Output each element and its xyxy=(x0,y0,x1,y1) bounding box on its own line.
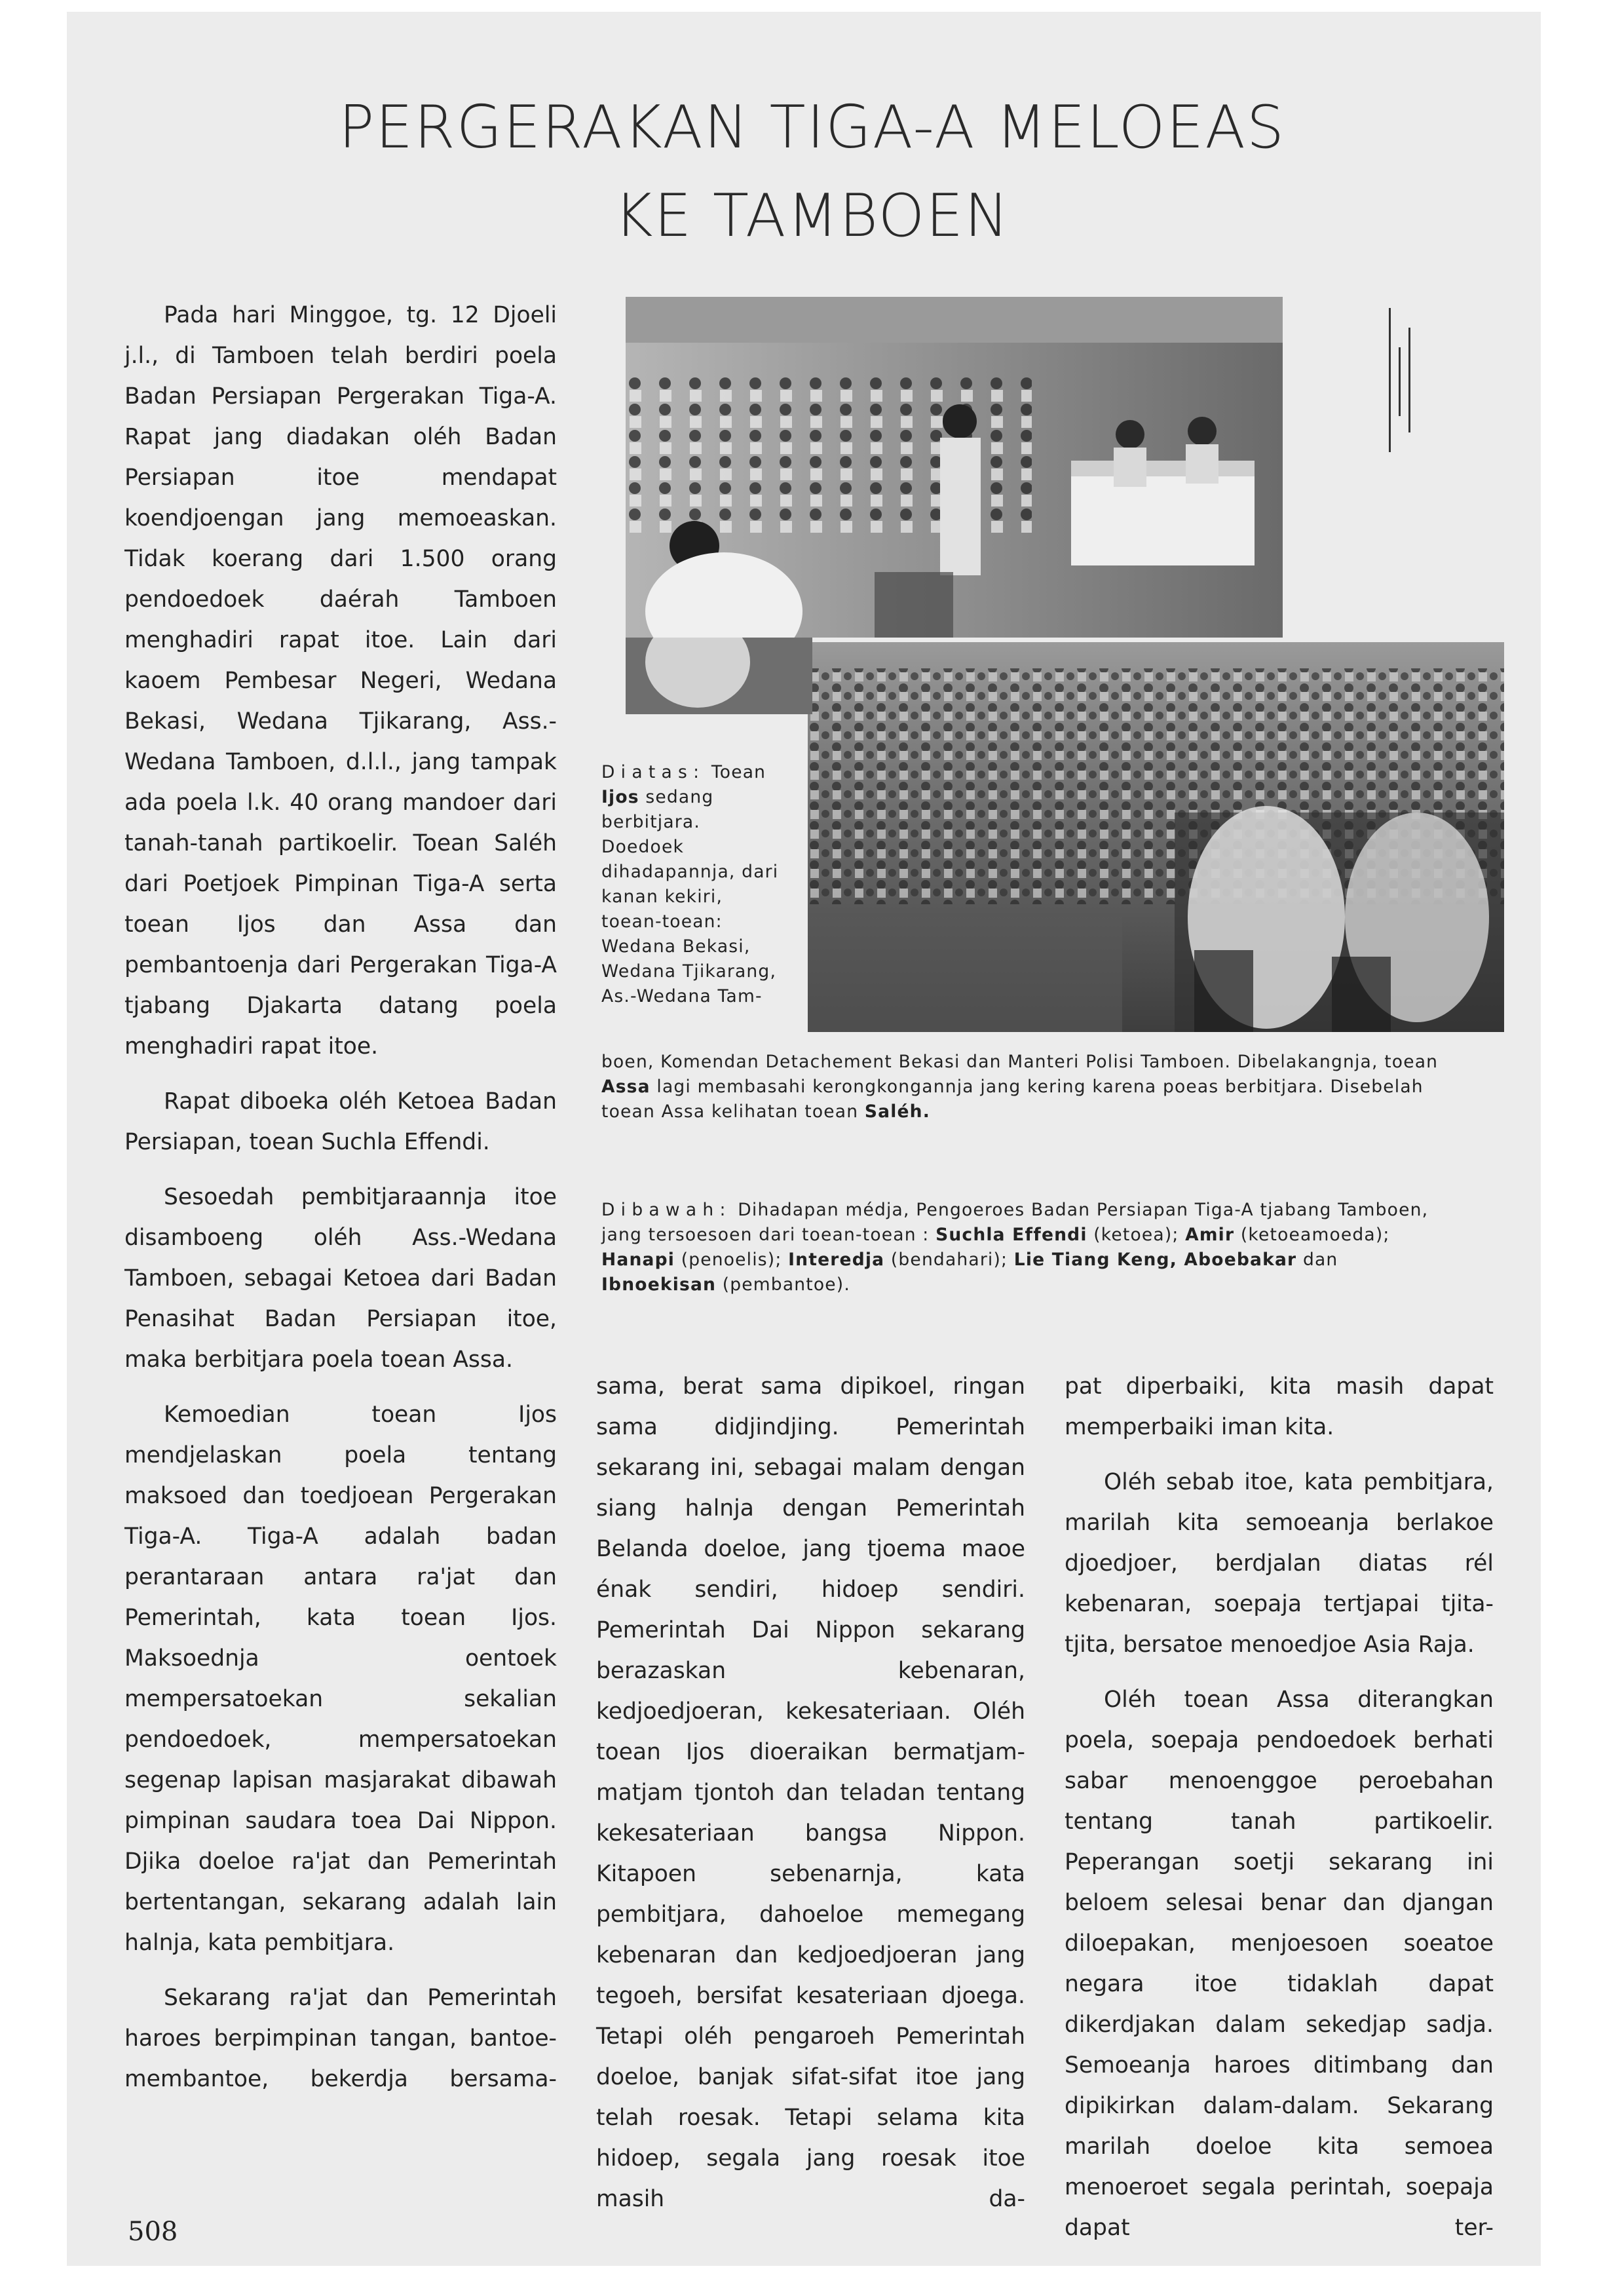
speaker-photo xyxy=(626,297,1283,638)
caption-name: Lie Tiang Keng, Aboebakar xyxy=(1013,1250,1297,1270)
article-column-right xyxy=(1065,1366,1494,2248)
caption-name: Interedja xyxy=(788,1250,885,1270)
vertical-rule-mark xyxy=(1408,328,1410,432)
caption-name: Ijos xyxy=(601,787,639,807)
paragraph: Pada hari Minggoe, tg. 12 Djoeli j.l., di Tamboen telah berdiri poela Badan Persiapan Pergerakan Tiga-A. Rapat jang diadakan oléh Badan Persiapan itoe mendapat koendjoengan jang memoeaskan. Tidak koerang dari 1.500 orang pendoedoek daérah Tamboen menghadiri rapat itoe. Lain dari kaoem Pembesar Negeri, Wedana Bekasi, Wedana Tjikarang, Ass.-Wedana Tamboen, d.l.l., jang tampak ada poela l.k. 40 orang mandoer dari tanah-tanah partikoelir. Toean Saléh dari Poetjoek Pimpinan Tiga-A serta toean Ijos dan Assa dan pembantoenja dari Pergerakan Tiga-A tjabang Djakarta datang poela menghadiri rapat itoe. xyxy=(124,302,557,1060)
caption-name: Hanapi xyxy=(601,1250,675,1270)
paragraph: pat diperbaiki, kita masih dapat memperbaiki iman kita. xyxy=(1065,1373,1494,1440)
article-title-line-2: KE TAMBOEN xyxy=(614,182,1010,250)
paragraph: Oléh toean Assa diterangkan poela, soepaja pendoedoek berhati sabar menoenggoe peroebahan tentang tanah partikoelir. Peperangan soetji sekarang ini beloem selesai benar dan djangan diloepakan, menjoesoen soeatoe negara itoe tidaklah dapat dikerdjakan dalam sekedjap sadja. Semoeanja haroes ditimbang dan dipikirkan dalam-dalam. Sekarang marilah doeloe kita semoea menoeroet segala perintah, soepaja dapat ter- xyxy=(1065,1687,1494,2241)
caption-name: Suchla Effendi xyxy=(935,1225,1087,1245)
vertical-rule-mark xyxy=(1389,308,1391,452)
article-title-line-1: PERGERAKAN TIGA-A MELOEAS xyxy=(338,93,1286,162)
caption-lead: Dibawah: xyxy=(601,1200,732,1220)
caption-name: Ibnoekisan xyxy=(601,1274,717,1295)
page-number: 508 xyxy=(128,2217,178,2247)
caption-name: Amir xyxy=(1185,1225,1235,1245)
paragraph: Oléh sebab itoe, kata pembitjara, marilah kita semoeanja berlakoe djoedjoer, berdjalan diatas rél kebenaran, soepaja tertjapai tjita-tjita, bersatoe menoedjoe Asia Raja. xyxy=(1065,1469,1494,1658)
speaker-photo-lower-extension xyxy=(626,636,812,714)
paragraph: Rapat diboeka oléh Ketoea Badan Persiapan, toean Suchla Effendi. xyxy=(124,1088,557,1155)
vertical-rule-mark xyxy=(1399,347,1401,416)
caption-name: Assa xyxy=(601,1077,651,1097)
photo-caption-top: Diatas: Toean Ijos sedang berbitjara. Doedoek dihadapannja, dari kanan kekiri, toean-toean: Wedana Bekasi, Wedana Tjikarang, As.-Wedana Tam- xyxy=(601,762,779,1006)
caption-lead: Diatas: xyxy=(601,762,706,782)
photo-caption-bottom: Dibawah: Dihadapan médja, Pengoeroes Badan Persiapan Tiga-A tjabang Tamboen, jang tersoesoen dari toean-toean : Suchla Effendi (ketoea); Amir (ketoeamoeda); Hanapi (penoelis); Interedja (bendahari); Lie Tiang Keng, Aboebakar dan Ibnoekisan (pembantoe). xyxy=(601,1200,1429,1295)
caption-name: Saléh. xyxy=(864,1101,931,1122)
photo-caption-top-continued: boen, Komendan Detachement Bekasi dan Manteri Polisi Tamboen. Dibelakangnja, toean Assa lagi membasahi kerongkongannja jang kering karena poeas berbitjara. Disebelah toean Assa kelihatan toean Saléh. xyxy=(601,1052,1439,1122)
paragraph: Sekarang ra'jat dan Pemerintah haroes berpimpinan tangan, bantoe-membantoe, bekerdja bersama- xyxy=(124,1985,557,2092)
article-column-middle xyxy=(596,1366,1025,2219)
paragraph: Sesoedah pembitjaraannja itoe disamboeng oléh Ass.-Wedana Tamboen, sebagai Ketoea dari Badan Penasihat Badan Persiapan itoe, maka berbitjara poela toean Assa. xyxy=(124,1184,557,1373)
paragraph: Kemoedian toean Ijos mendjelaskan poela tentang maksoed dan toedjoean Pergerakan Tiga-A. Tiga-A adalah badan perantaraan antara ra'jat dan Pemerintah, kata toean Ijos. Maksoednja oentoek mempersatoekan sekalian pendoedoek, mempersatoekan segenap lapisan masjarakat dibawah pimpinan saudara toea Dai Nippon. Djika doeloe ra'jat dan Pemerintah bertentangan, sekarang adalah lain halnja, kata pembitjara. xyxy=(124,1402,557,1956)
paragraph: sama, berat sama dipikoel, ringan sama didjindjing. Pemerintah sekarang ini, sebagai malam dengan siang halnja dengan Pemerintah Belanda doeloe, jang tjoema maoe énak sendiri, hidoep sendiri. Pemerintah Dai Nippon sekarang berazaskan kebenaran, kedjoedjoeran, kekesateriaan. Oléh toean Ijos dioeraikan bermatjam-matjam tjontoh dan teladan tentang kekesateriaan bangsa Nippon. Kitapoen sebenarnja, kata pembitjara, dahoeloe memegang kebenaran dan kedjoedjoeran jang tegoeh, bersifat kesateriaan djoega. Tetapi oléh pengaroeh Pemerintah doeloe, banjak sifat-sifat itoe jang telah roesak. Tetapi selama kita hidoep, segala jang roesak itoe masih da- xyxy=(596,1373,1025,2212)
article-column-left xyxy=(124,295,557,2099)
crowd-photo xyxy=(808,642,1504,1032)
